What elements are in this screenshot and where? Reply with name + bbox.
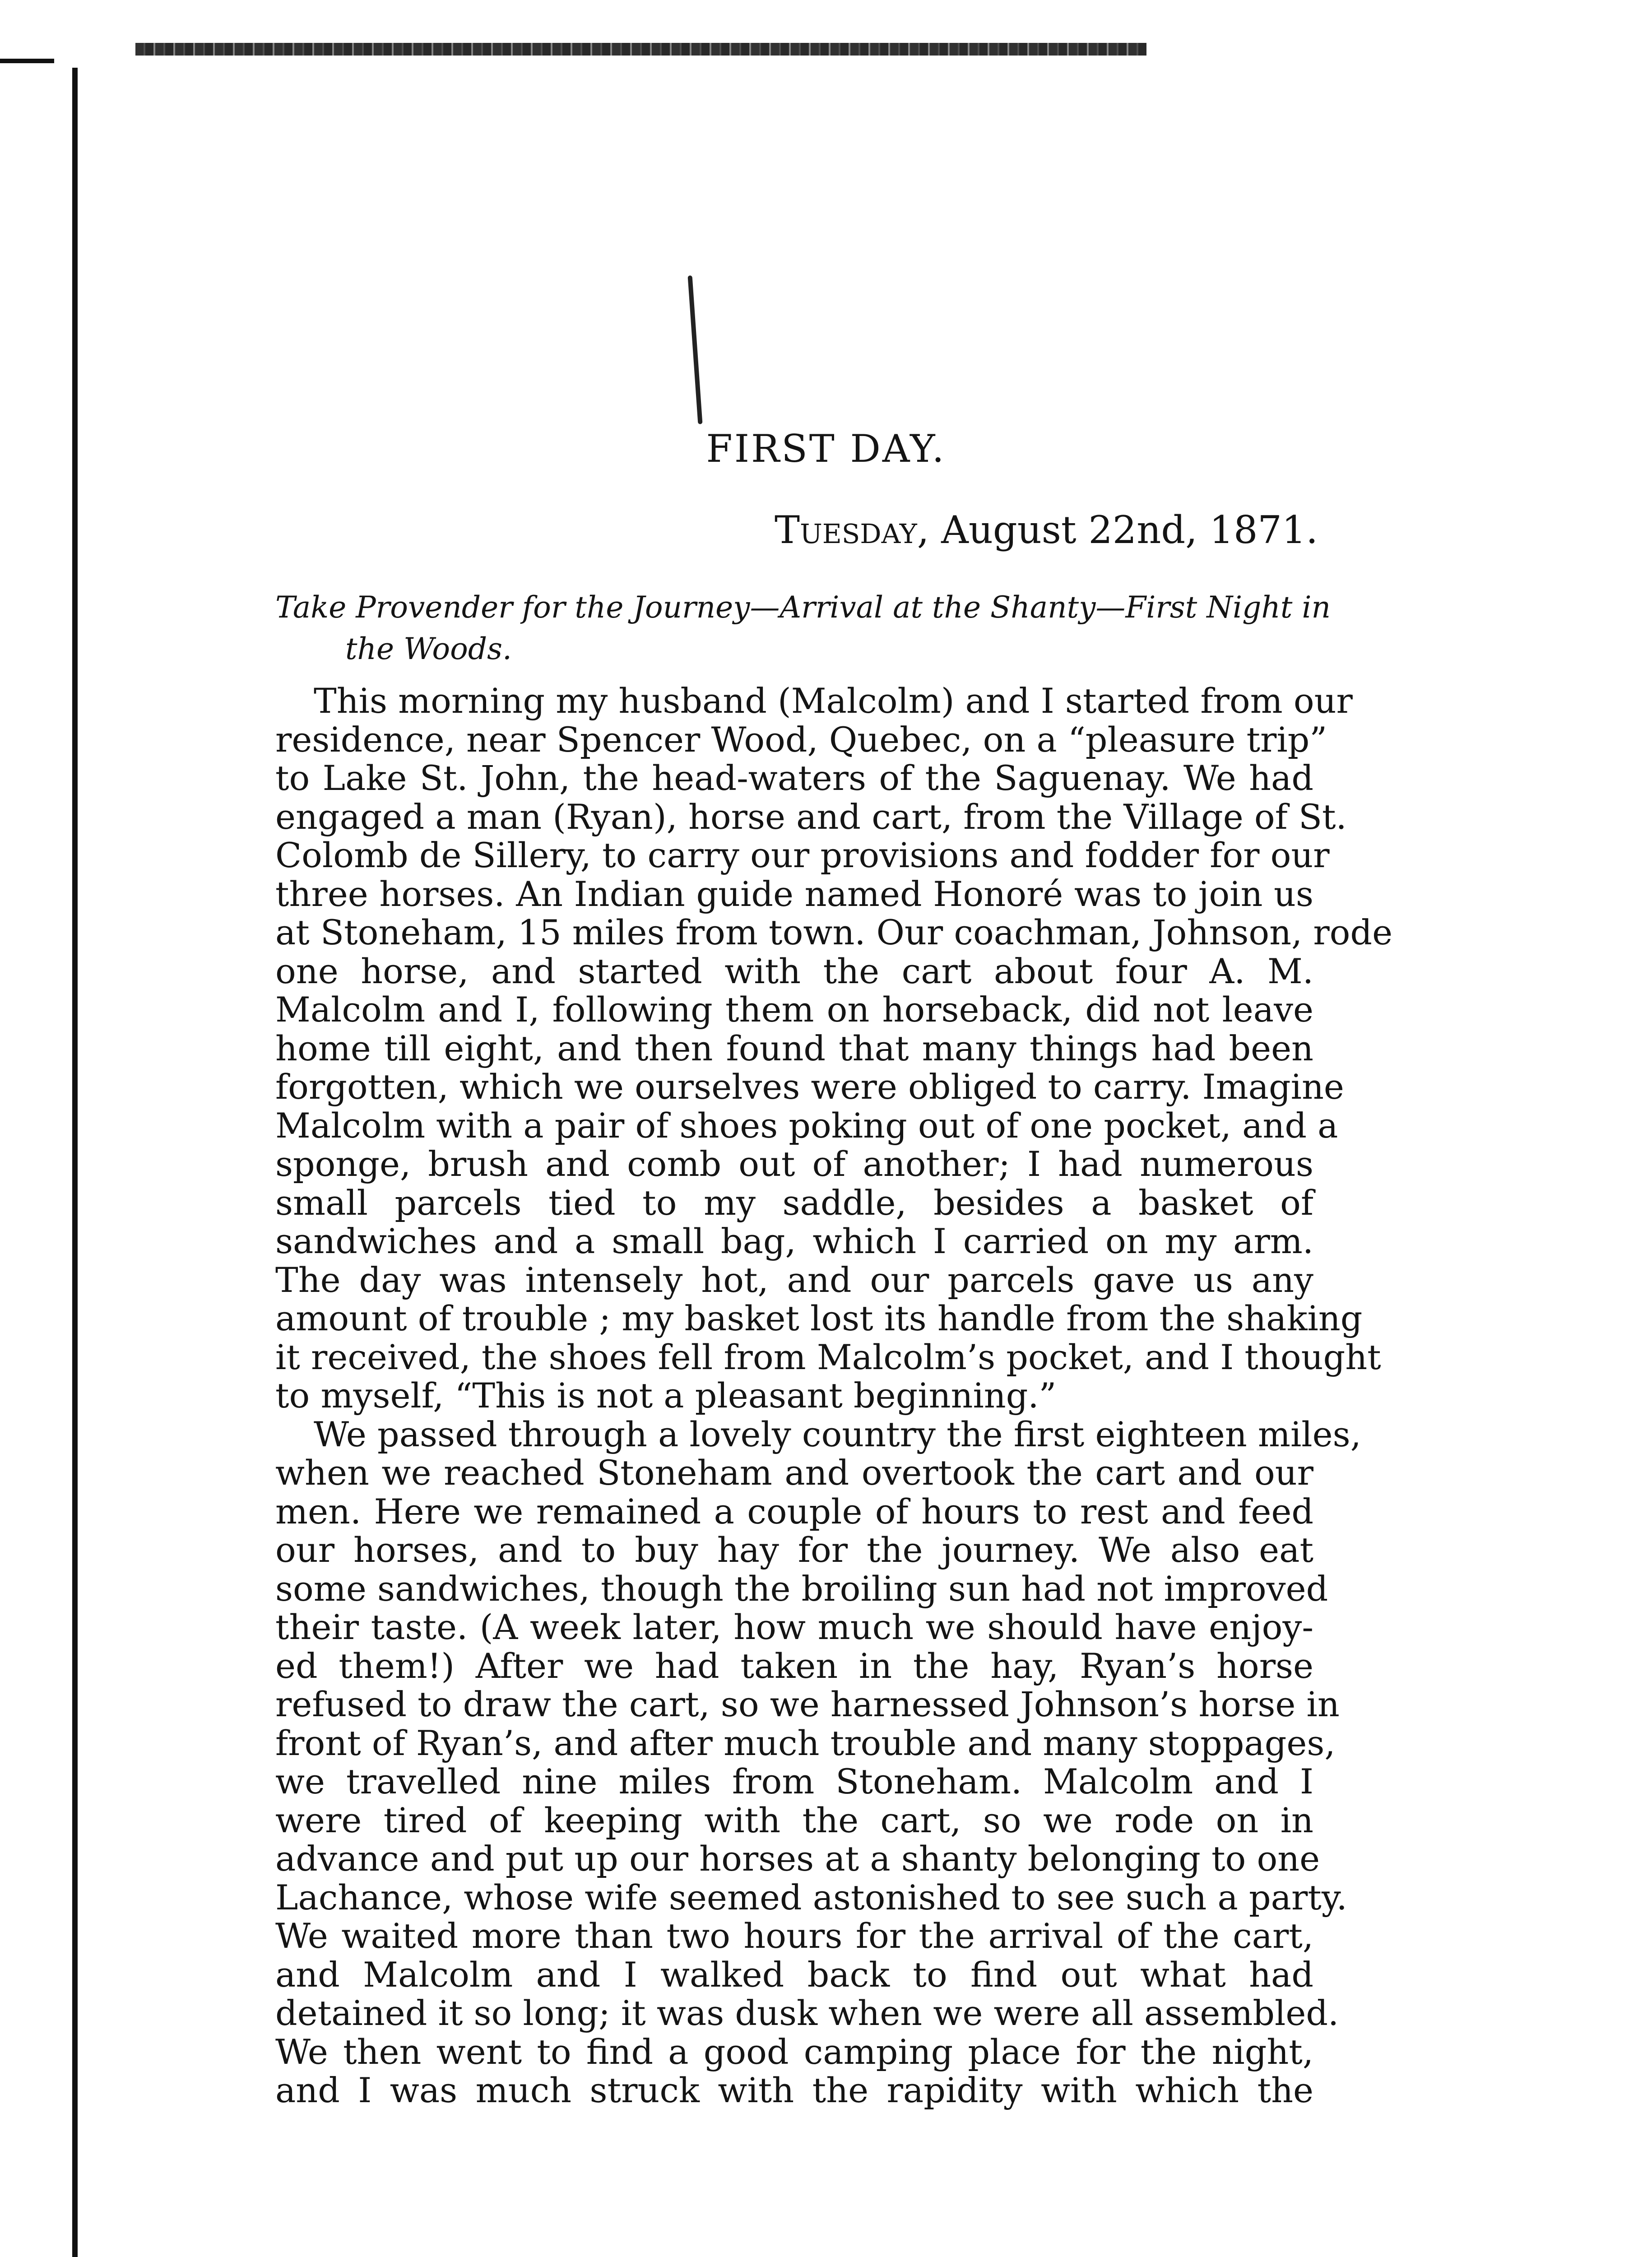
text-line: We then went to find a good camping place for the night, — [275, 2031, 1313, 2072]
subtitle-line-1: Take Provender for the Journey—Arrival at the Shanty—First Night in — [275, 590, 1331, 625]
text-line: We passed through a lovely country the first eighteen miles, — [314, 1414, 1361, 1454]
chapter-subtitle — [275, 587, 1359, 670]
left-margin-line — [72, 68, 78, 2257]
text-line: Malcolm and I, following them on horseback, did not leave — [275, 989, 1313, 1030]
date-rest: , August 22nd, 1871. — [917, 508, 1318, 552]
text-line: some sandwiches, though the broiling sun had not improved — [275, 1568, 1328, 1609]
text-line: The day was intensely hot, and our parcels gave us any — [275, 1259, 1313, 1300]
text-line: refused to draw the cart, so we harnessed Johnson’s horse in — [275, 1684, 1340, 1724]
body-text — [275, 681, 1393, 2110]
text-line: residence, near Spencer Wood, Quebec, on a “pleasure trip” — [275, 719, 1327, 760]
text-line: front of Ryan’s, and after much trouble and many stoppages, — [275, 1723, 1336, 1763]
text-line: to Lake St. John, the head-waters of the Saguenay. We had — [275, 758, 1313, 798]
text-line: Colomb de Sillery, to carry our provisions and fodder for our — [275, 835, 1330, 875]
text-line: Malcolm with a pair of shoes poking out of one pocket, and a — [275, 1105, 1338, 1146]
text-line: advance and put up our horses at a shanty belonging to one — [275, 1839, 1320, 1879]
text-line: we travelled nine miles from Stoneham. Malcolm and I — [275, 1761, 1313, 1802]
text-line: when we reached Stoneham and overtook the cart and our — [275, 1453, 1313, 1493]
text-line: amount of trouble ; my basket lost its handle from the shaking — [275, 1298, 1363, 1338]
date-line — [775, 508, 1318, 552]
text-line: one horse, and started with the cart about four A. M. — [275, 951, 1313, 991]
text-line: sandwiches and a small bag, which I carried on my arm. — [275, 1221, 1313, 1261]
text-line: three horses. An Indian guide named Honoré was to join us — [275, 873, 1313, 914]
text-line: and Malcolm and I walked back to find out what had — [275, 1954, 1313, 1995]
text-line: to myself, “This is not a pleasant beginning.” — [275, 1375, 1057, 1416]
text-line: sponge, brush and comb out of another; I had numerous — [275, 1144, 1313, 1184]
text-line: were tired of keeping with the cart, so we rode on in — [275, 1800, 1313, 1840]
text-line: it received, the shoes fell from Malcolm’s pocket, and I thought — [275, 1337, 1381, 1377]
text-line: small parcels tied to my saddle, besides a basket of — [275, 1182, 1313, 1223]
pencil-stroke-mark — [688, 275, 703, 424]
left-margin-tick — [0, 59, 54, 63]
text-line: ed them!) After we had taken in the hay, Ryan’s horse — [275, 1645, 1313, 1686]
text-line: men. Here we remained a couple of hours to rest and feed — [275, 1491, 1313, 1532]
text-line: We waited more than two hours for the arrival of the cart, — [275, 1916, 1313, 1956]
top-border-rule — [135, 43, 1146, 56]
text-line: forgotten, which we ourselves were obliged to carry. Imagine — [275, 1067, 1344, 1107]
text-line: and I was much struck with the rapidity with which the — [275, 2070, 1313, 2110]
text-line: Lachance, whose wife seemed astonished to see such a party. — [275, 1877, 1347, 1918]
text-line: their taste. (A week later, how much we should have enjoy- — [275, 1607, 1313, 1647]
text-line: engaged a man (Ryan), horse and cart, from the Village of St. — [275, 796, 1347, 837]
text-line: detained it so long; it was dusk when we were all assembled. — [275, 1993, 1339, 2033]
text-line: at Stoneham, 15 miles from town. Our coachman, Johnson, rode — [275, 912, 1393, 952]
text-line: our horses, and to buy hay for the journey. We also eat — [275, 1530, 1313, 1570]
text-line: home till eight, and then found that many things had been — [275, 1028, 1313, 1068]
chapter-heading: FIRST DAY. — [706, 427, 946, 471]
date-weekday: Tuesday — [775, 508, 917, 552]
subtitle-line-2: the Woods. — [345, 632, 512, 666]
text-line: This morning my husband (Malcolm) and I started from our — [314, 681, 1353, 721]
